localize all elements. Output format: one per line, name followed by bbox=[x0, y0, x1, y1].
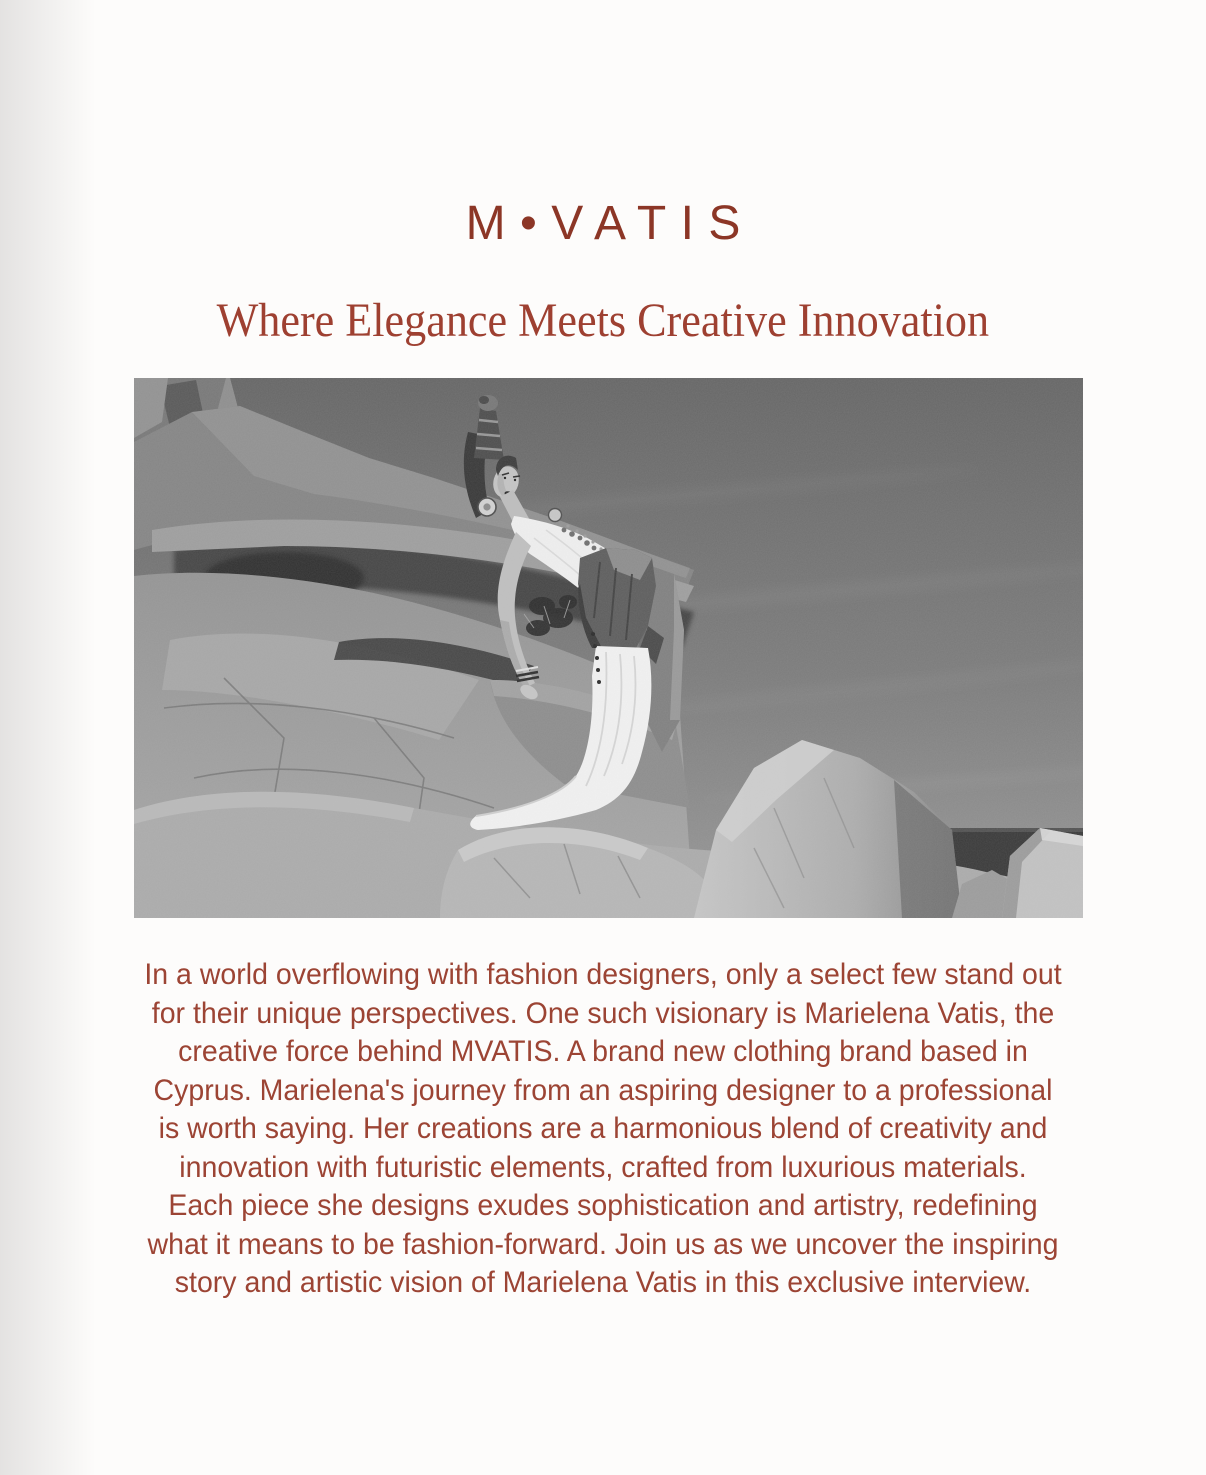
paragraph-line: creative force behind MVATIS. A brand new clothing brand based in bbox=[178, 1035, 1028, 1068]
brand-title: M•VATIS bbox=[465, 197, 755, 250]
paragraph-line: innovation with futuristic elements, crafted from luxurious materials. bbox=[179, 1150, 1027, 1184]
paragraph-line: is worth saying. Her creations are a harmonious blend of creativity and bbox=[158, 1112, 1048, 1145]
article-paragraph bbox=[30, 956, 1176, 1303]
paragraph-line: Cyprus. Marielena's journey from an aspiring designer to a professional bbox=[153, 1073, 1053, 1107]
tagline-text: Where Elegance Meets Creative Innovation bbox=[216, 294, 990, 347]
paragraph-line: Each piece she designs exudes sophistication and artistry, redefining bbox=[168, 1189, 1038, 1222]
tagline bbox=[0, 293, 1206, 348]
paragraph-line: story and artistic vision of Marielena Vatis in this exclusive interview. bbox=[174, 1266, 1032, 1299]
paragraph-line: what it means to be fashion-forward. Join us as we uncover the inspiring bbox=[147, 1227, 1059, 1261]
paragraph-line: for their unique perspectives. One such visionary is Marielena Vatis, the bbox=[151, 996, 1055, 1030]
hero-photo-illustration bbox=[134, 378, 1083, 918]
hero-photo bbox=[134, 378, 1083, 918]
paragraph-line: In a world overflowing with fashion designers, only a select few stand out bbox=[144, 958, 1062, 991]
